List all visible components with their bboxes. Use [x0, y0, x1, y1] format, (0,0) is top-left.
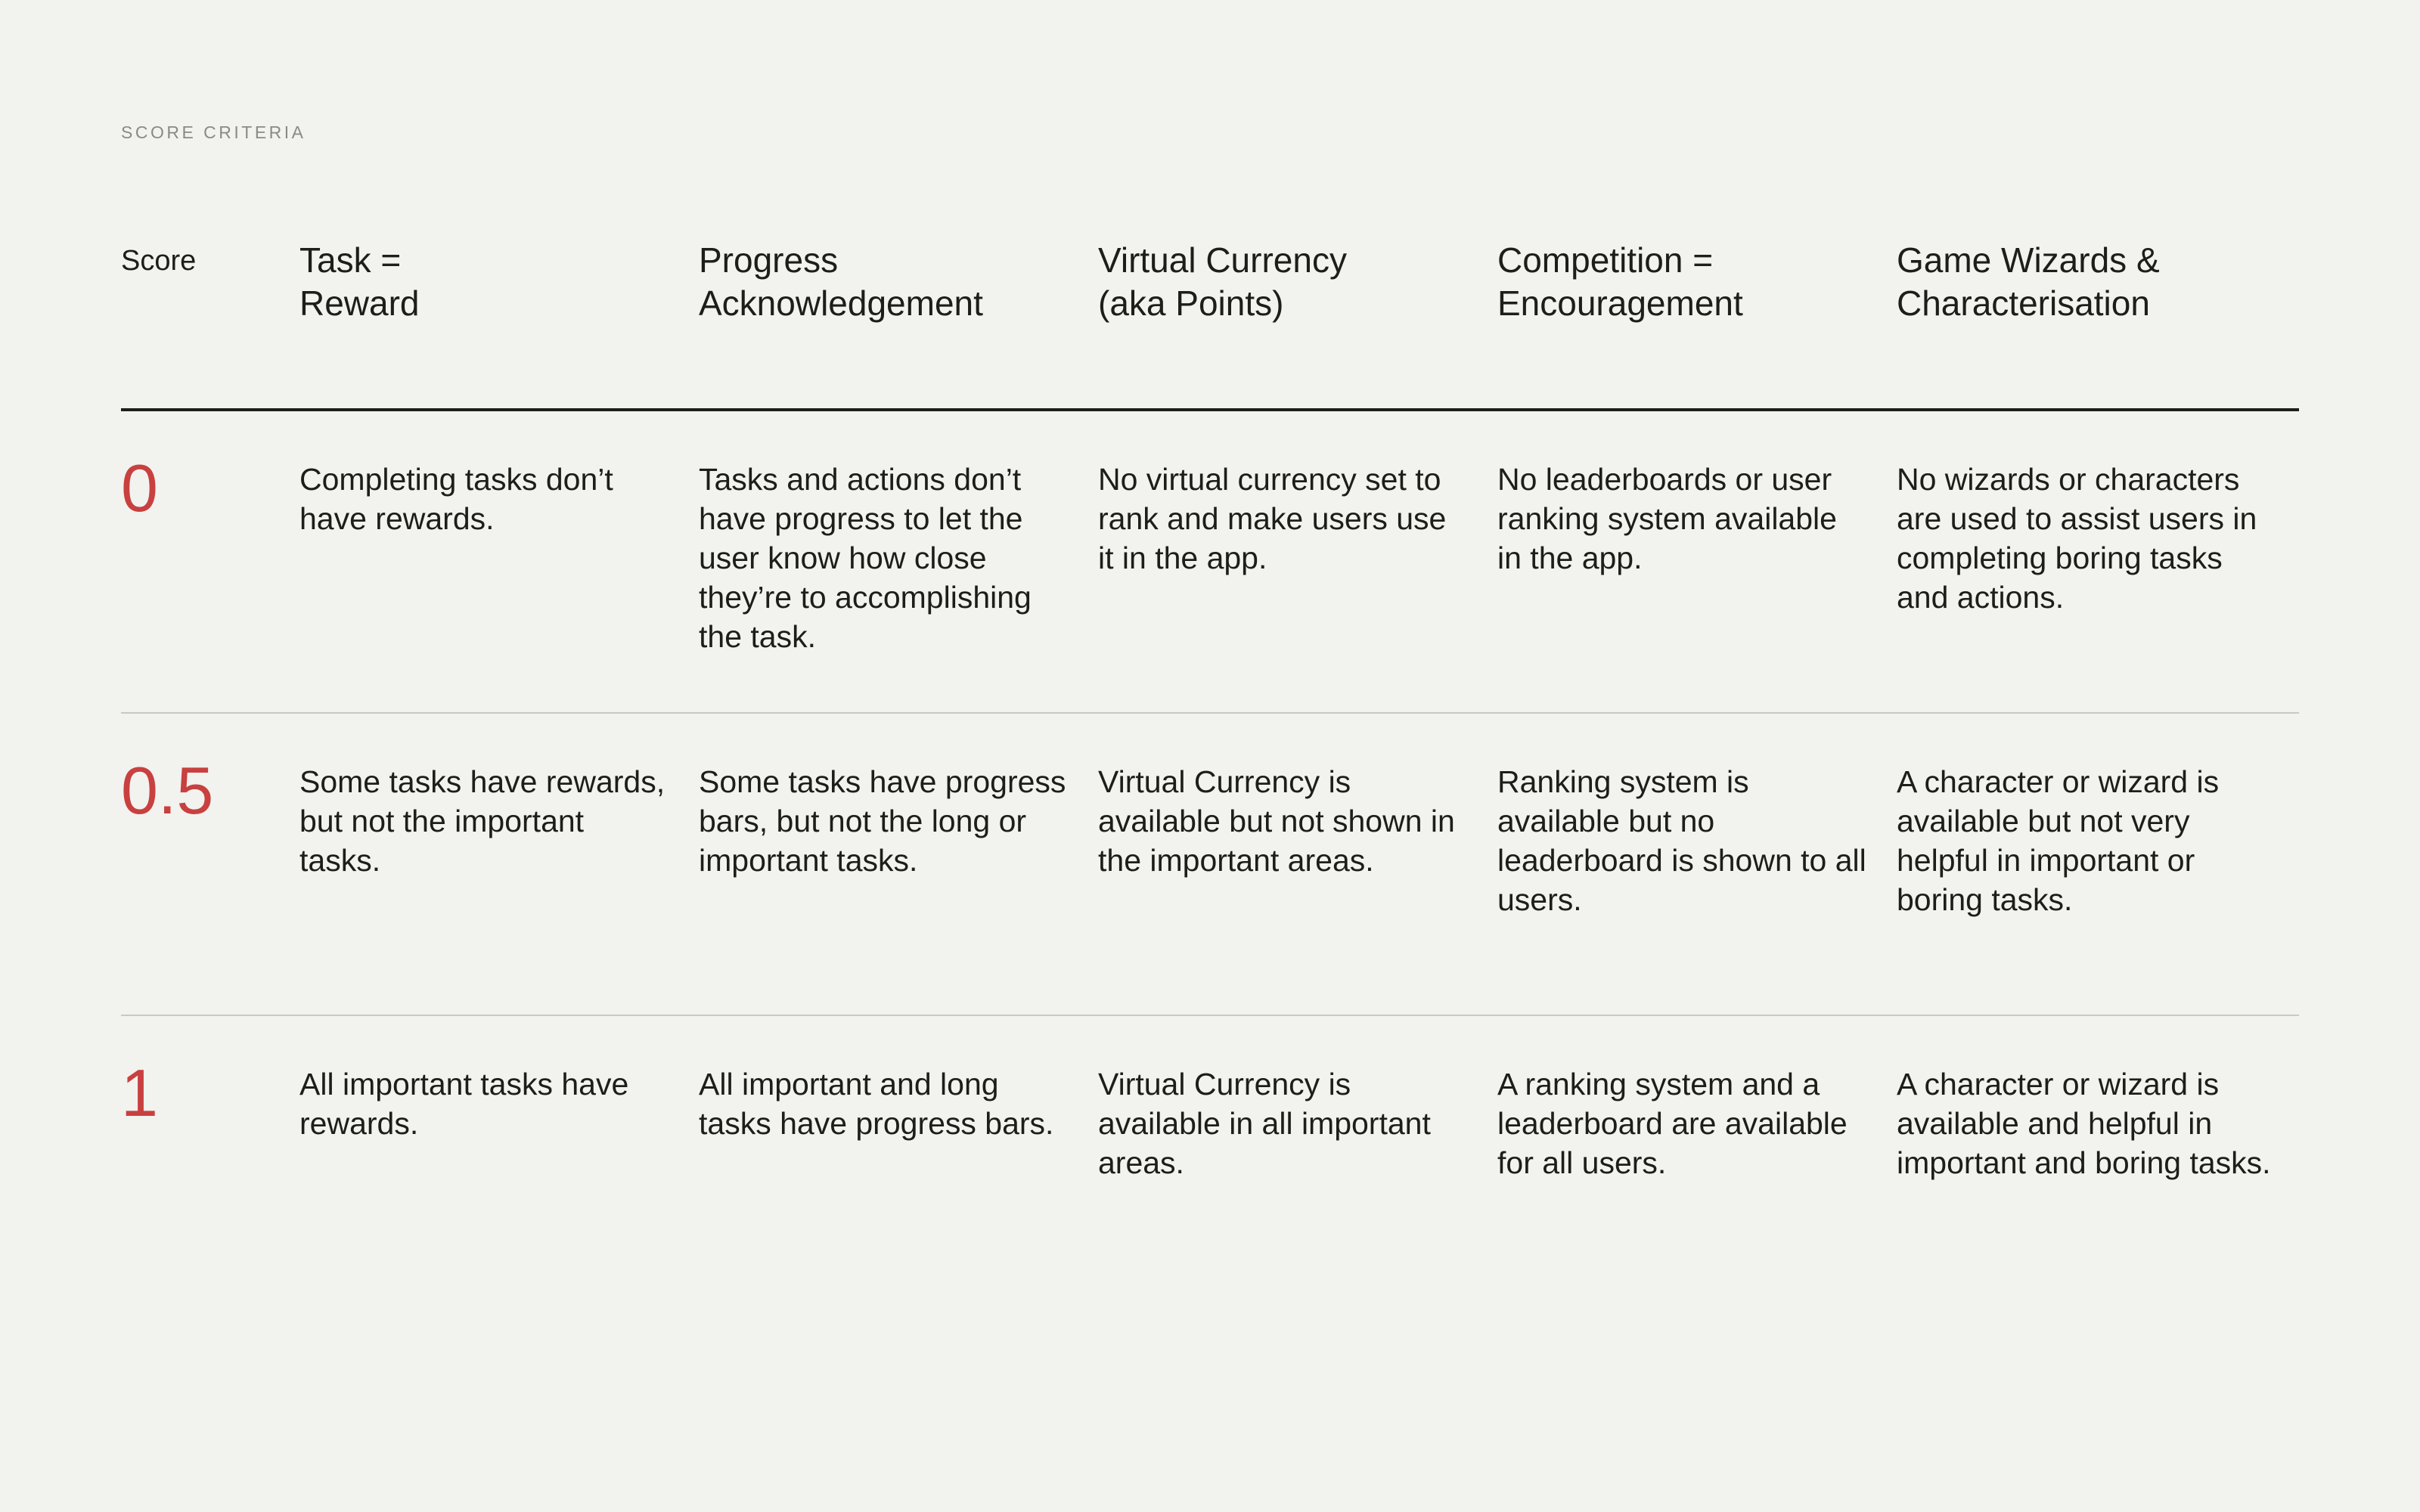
table-cell: Tasks and actions don’t have progress to let the user know how close they’re to accomplishing the task. [699, 462, 1032, 654]
score-value: 0.5 [121, 753, 214, 828]
table-cell: All important tasks have rewards. [299, 1067, 629, 1141]
table-cell: Virtual Currency is available but not shown in the important areas. [1098, 764, 1455, 878]
table-cell: Completing tasks don’t have rewards. [299, 462, 613, 536]
table-cell: No wizards or characters are used to assist users in completing boring tasks and actions. [1897, 462, 2257, 615]
table-cell: No leaderboards or user ranking system available in the app. [1497, 462, 1837, 575]
column-header-virtual-currency [1098, 227, 1497, 408]
table-cell: A character or wizard is available and helpful in important and boring tasks. [1897, 1067, 2271, 1180]
column-header-line: Task = [299, 240, 402, 280]
section-label: SCORE CRITERIA [121, 122, 306, 142]
column-header-line: Encouragement [1497, 284, 1743, 323]
table-header-row [121, 227, 2299, 411]
table-cell: Some tasks have rewards, but not the important tasks. [299, 764, 666, 878]
score-value: 0 [121, 451, 158, 525]
column-header-line: (aka Points) [1098, 284, 1284, 323]
column-header-line: Game Wizards & [1897, 240, 2160, 280]
column-header-line: Reward [299, 284, 420, 323]
table-cell: Some tasks have progress bars, but not the long or important tasks. [699, 764, 1066, 878]
score-criteria-table [121, 227, 2299, 1317]
column-header-line: Competition = [1497, 240, 1714, 280]
column-header-line: Virtual Currency [1098, 240, 1347, 280]
table-cell: Virtual Currency is available in all important areas. [1098, 1067, 1431, 1180]
column-header-game-wizards [1897, 227, 2299, 408]
table-cell: A character or wizard is available but not very helpful in important or boring tasks. [1897, 764, 2220, 917]
table-row-score-1 [121, 1016, 2299, 1317]
score-value: 1 [121, 1055, 158, 1130]
table-row-score-0 [121, 411, 2299, 714]
column-header-progress [699, 227, 1098, 408]
column-header-competition [1497, 227, 1897, 408]
table-cell: All important and long tasks have progress bars. [699, 1067, 1054, 1141]
column-header-line: Progress [699, 240, 839, 280]
table-cell: No virtual currency set to rank and make users use it in the app. [1098, 462, 1447, 575]
column-header-line: Acknowledgement [699, 284, 983, 323]
score-column-header: Score [121, 245, 197, 277]
column-header-task-reward [299, 227, 699, 408]
table-cell: Ranking system is available but no leaderboard is shown to all users. [1497, 764, 1866, 917]
column-header-line: Characterisation [1897, 284, 2150, 323]
table-cell: A ranking system and a leaderboard are available for all users. [1497, 1067, 1848, 1180]
table-row-score-0-5 [121, 714, 2299, 1016]
